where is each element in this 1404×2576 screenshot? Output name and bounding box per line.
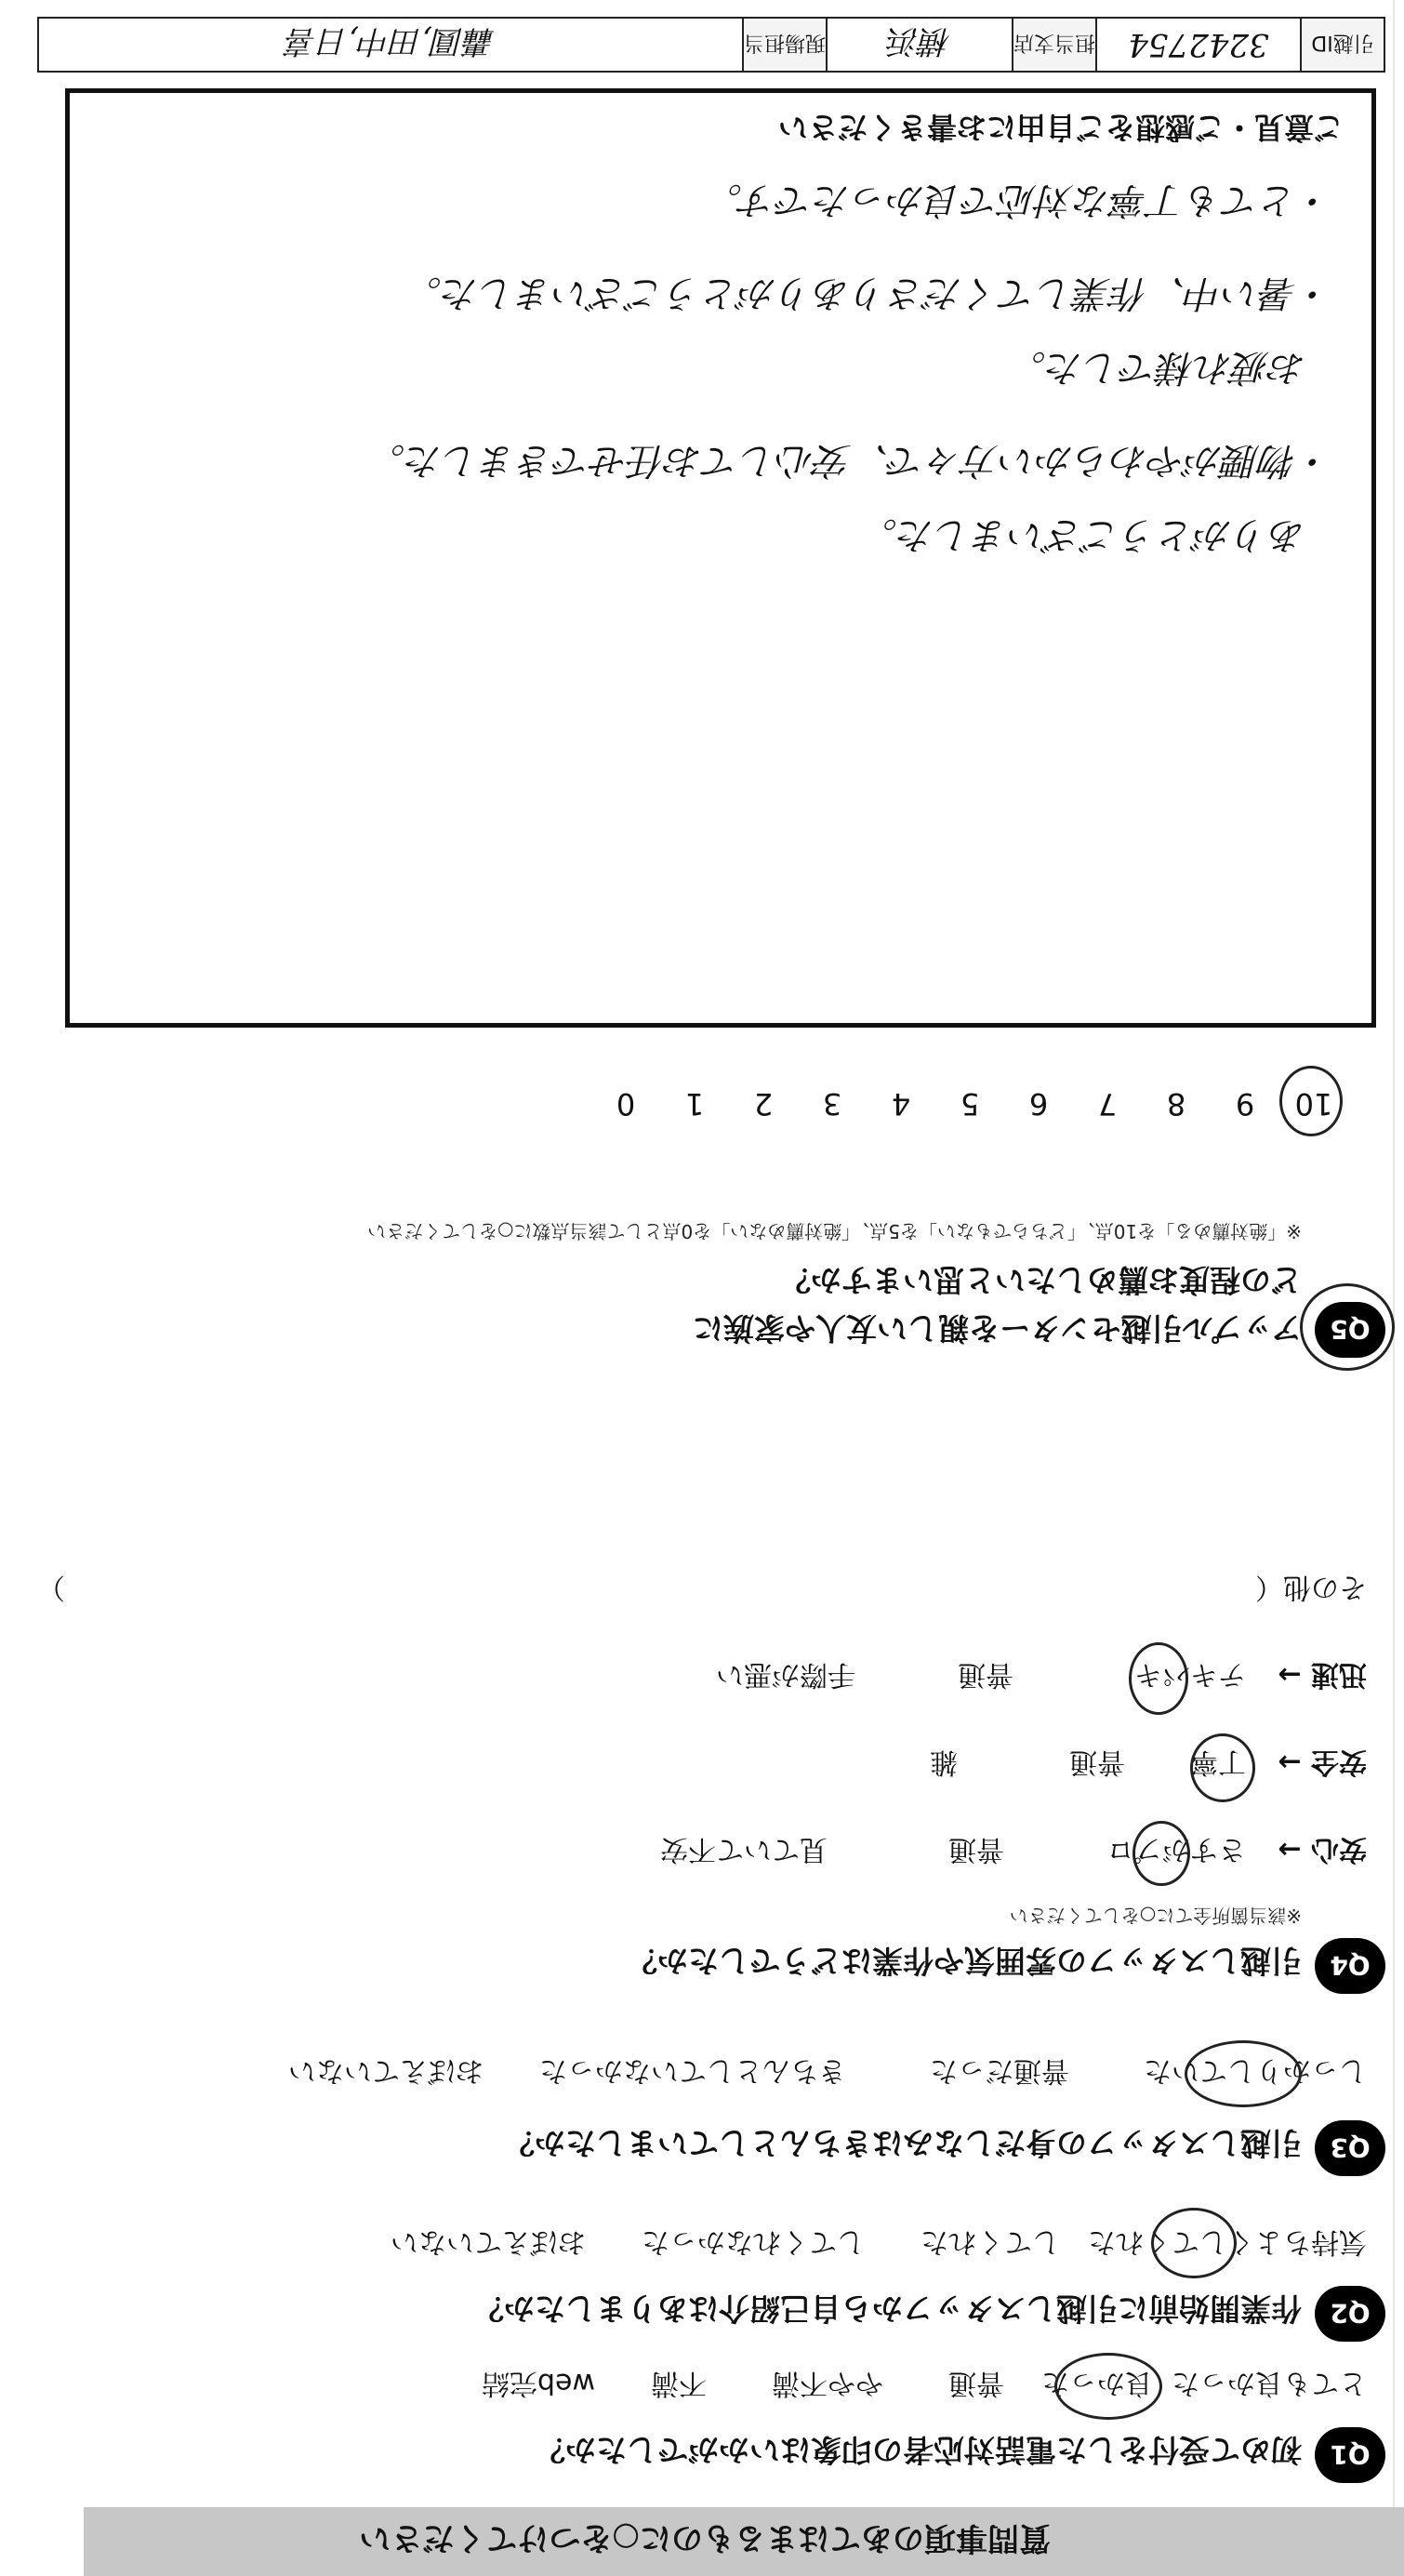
score-0[interactable]: 0 — [616, 1086, 636, 1122]
score-8[interactable]: 8 — [1166, 1086, 1186, 1122]
q4-row2-label: 安全 → — [1278, 1746, 1367, 1778]
q4-row1-option-2[interactable]: 普通 — [948, 1833, 1004, 1866]
q1-option-2[interactable]: 良かった — [1041, 2367, 1153, 2399]
q5-selection-circle — [1279, 1066, 1343, 1136]
q1-text: 初めて受付をした電話対応者の印象はいかがでしたか？ — [535, 2432, 1302, 2468]
q4-text: 引越しスタッフの雰囲気や作業はどうでしたか？ — [627, 1943, 1302, 1979]
q3-option-1[interactable]: しっかりしていた — [1144, 2054, 1367, 2087]
q5-note: ※「絶対薦める」を10点、「どちらでもない」を5点、「絶対薦めない」を0点として該当点数に○をしてください — [367, 1220, 1302, 1242]
q4-row3-option-1[interactable]: テキパキ — [1134, 1658, 1246, 1691]
score-6[interactable]: 6 — [1028, 1086, 1049, 1122]
q3-option-4[interactable]: おぼえていない — [288, 2054, 483, 2087]
q5-score-scale — [591, 1086, 1348, 1122]
staff-label: 現場担当 — [742, 19, 826, 71]
q4-row1-option-3[interactable]: 見ていて不安 — [660, 1833, 828, 1866]
q4-other-close: ） — [37, 1571, 65, 1603]
free-comment-heading: ご意見・ご感想をご自由にお書きください — [777, 110, 1344, 145]
score-9[interactable]: 9 — [1235, 1086, 1255, 1122]
q1-option-6[interactable]: web完結 — [481, 2367, 595, 2399]
staff-value: 轟圓,田中,日喜 — [285, 22, 496, 60]
q2-selection-circle — [1151, 2208, 1237, 2278]
q2-option-4[interactable]: おぼえていない — [391, 2225, 586, 2258]
q2-option-2[interactable]: してくれた — [921, 2225, 1060, 2258]
q2-option-1[interactable]: 気持ちよくしてくれた — [1088, 2225, 1367, 2258]
comment-line-3: お疲れ様でした。 — [1009, 346, 1306, 389]
q4-row2-option-1[interactable]: 丁寧 — [1190, 1746, 1246, 1778]
survey-id-row — [37, 17, 1385, 73]
q4-badge: Q4 — [1315, 1938, 1385, 1994]
q1-option-3[interactable]: 普通 — [948, 2367, 1004, 2399]
q4-row3-selection-circle — [1129, 1642, 1188, 1715]
q3-text: 引越しスタッフの身だしなみはきちんとしていましたか？ — [504, 2125, 1302, 2161]
q4-row3-label: 迅速 → — [1278, 1658, 1367, 1691]
score-2[interactable]: 2 — [753, 1086, 774, 1122]
q1-badge: Q1 — [1315, 2427, 1385, 2483]
q5-badge-circle — [1300, 1283, 1395, 1371]
score-3[interactable]: 3 — [822, 1086, 842, 1122]
branch-value: 横浜 — [826, 19, 1012, 71]
score-1[interactable]: 1 — [684, 1086, 705, 1122]
comment-line-4: ・物腰がやわらかい方々で、安心してお任せできました。 — [367, 439, 1334, 482]
comment-line-1: ・とても丁寧な対応で良かったです。 — [705, 179, 1334, 221]
q4-other-label[interactable]: その他（ — [1255, 1571, 1367, 1603]
q3-selection-circle — [1185, 2040, 1302, 2107]
instruction-banner: 質問事項のあてはまるものに○をつけてください — [84, 2507, 1404, 2576]
q5-text-line2: どの程度お薦めしたいと思いますか？ — [780, 1262, 1302, 1298]
q3-badge: Q3 — [1315, 2120, 1385, 2176]
comment-line-5: ありがとうございました。 — [860, 513, 1306, 556]
score-5[interactable]: 5 — [960, 1086, 980, 1122]
q4-row3-option-2[interactable]: 普通 — [958, 1658, 1013, 1691]
q1-option-1[interactable]: とても良かった — [1172, 2367, 1367, 2399]
q4-row2-option-3[interactable]: 雑 — [930, 1746, 958, 1778]
q5-text-line1: アップル引越センターを親しい友人や家族に — [692, 1310, 1302, 1347]
q5-badge: Q5 — [1315, 1302, 1385, 1358]
q1-selection-circle — [1054, 2353, 1162, 2420]
q1-option-5[interactable]: 不満 — [651, 2367, 707, 2399]
score-10[interactable]: 10 — [1294, 1086, 1333, 1122]
free-comment-box[interactable] — [65, 88, 1376, 1028]
page-edge-line — [1393, 0, 1395, 2576]
q2-option-3[interactable]: してくれなかった — [642, 2225, 865, 2258]
q4-row3-option-3[interactable]: 手際が悪い — [716, 1658, 855, 1691]
score-7[interactable]: 7 — [1097, 1086, 1118, 1122]
q4-row2-option-2[interactable]: 普通 — [1069, 1746, 1125, 1778]
q3-option-2[interactable]: 普通だった — [930, 2054, 1069, 2087]
q4-row1-option-1[interactable]: さすがプロ — [1106, 1833, 1246, 1866]
q4-row2-selection-circle — [1190, 1733, 1255, 1802]
q4-row1-label: 安心 → — [1278, 1833, 1367, 1866]
q1-option-4[interactable]: やや不満 — [772, 2367, 883, 2399]
branch-label: 担当支店 — [1012, 19, 1095, 71]
comment-line-2: ・暑い中、作業してくださりありがとうございました。 — [404, 272, 1334, 314]
id-value: 3242754 — [1095, 19, 1300, 71]
q3-option-3[interactable]: きちんとしていなかった — [539, 2054, 846, 2087]
id-label: 引越ID — [1300, 19, 1384, 71]
score-4[interactable]: 4 — [891, 1086, 911, 1122]
q4-note: ※該当箇所全てに○をしてください — [1009, 1905, 1302, 1927]
q4-row1-selection-circle — [1132, 1821, 1190, 1886]
q2-badge: Q2 — [1315, 2286, 1385, 2342]
q2-text: 作業開始前に引越しスタッフから自己紹介はありましたか？ — [473, 2291, 1302, 2327]
